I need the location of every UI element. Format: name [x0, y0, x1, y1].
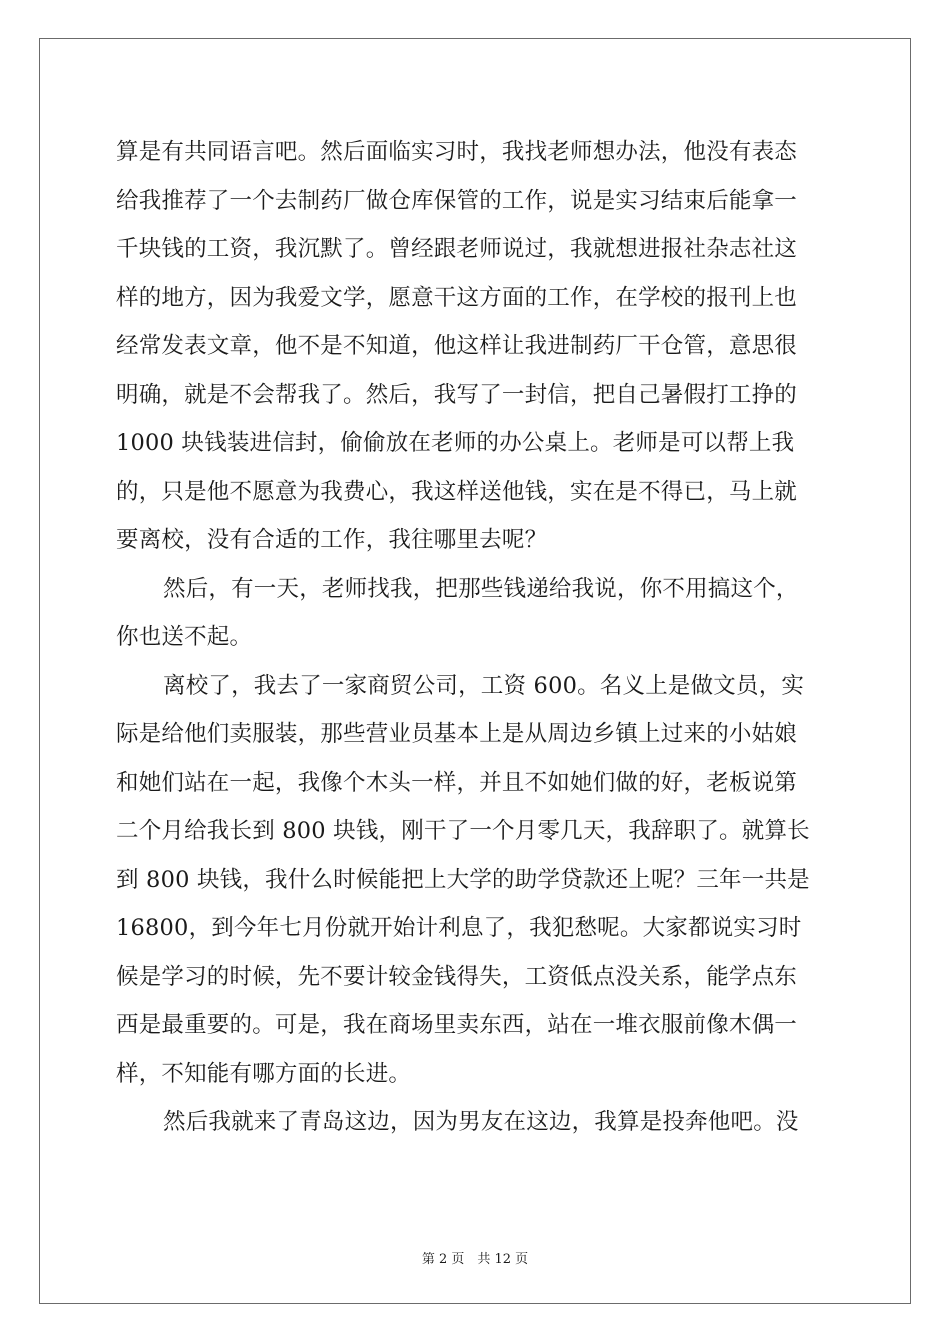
text-line: 和她们站在一起，我像个木头一样，并且不如她们做的好，老板说第 — [116, 769, 798, 796]
text-line: 际是给他们卖服装，那些营业员基本上是从周边乡镇上过来的小姑娘 — [116, 721, 798, 747]
text-line: 16800，到今年七月份就开始计利息了，我犯愁呢。大家都说实习时 — [116, 915, 802, 941]
text-line: 你也送不起。 — [116, 624, 253, 650]
text-line: 要离校，没有合适的工作，我往哪里去呢？ — [116, 527, 548, 553]
text-line: 明确，就是不会帮我了。然后，我写了一封信，把自己暑假打工挣的 — [116, 381, 798, 408]
paragraph-first-line: 然后，有一天，老师找我，把那些钱递给我说，你不用搞这个， — [163, 575, 799, 602]
text-line: 的，只是他不愿意为我费心，我这样送他钱，实在是不得已，马上就 — [116, 478, 798, 505]
text-line: 经常发表文章，他不是不知道，他这样让我进制药厂干仓管，意思很 — [116, 333, 798, 359]
paragraph-first-line: 然后我就来了青岛这边，因为男友在这边，我算是投奔他吧。没 — [163, 1109, 799, 1135]
text-line: 西是最重要的。可是，我在商场里卖东西，站在一堆衣服前像木偶一 — [116, 1012, 798, 1038]
page-number-footer: 第 2 页 共 12 页 — [421, 1252, 529, 1267]
text-line: 千块钱的工资，我沉默了。曾经跟老师说过，我就想进报社杂志社这 — [116, 236, 798, 262]
text-line: 算是有共同语言吧。然后面临实习时，我找老师想办法，他没有表态 — [116, 139, 798, 165]
text-line: 样的地方，因为我爱文学，愿意干这方面的工作，在学校的报刊上也 — [116, 284, 798, 311]
text-line: 给我推荐了一个去制药厂做仓库保管的工作，说是实习结束后能拿一 — [116, 187, 798, 214]
text-line: 二个月给我长到 800 块钱，刚干了一个月零几天，我辞职了。就算长 — [116, 818, 810, 844]
text-line: 1000 块钱装进信封，偷偷放在老师的办公桌上。老师是可以帮上我 — [116, 430, 795, 456]
document-body — [116, 128, 836, 1147]
text-line: 样，不知能有哪方面的长进。 — [116, 1060, 412, 1087]
text-line: 候是学习的时候，先不要计较金钱得失，工资低点没关系，能学点东 — [116, 963, 798, 990]
text-line: 到 800 块钱，我什么时候能把上大学的助学贷款还上呢？三年一共是 — [116, 866, 810, 893]
paragraph-first-line: 离校了，我去了一家商贸公司，工资 600。名义上是做文员，实 — [163, 672, 805, 699]
